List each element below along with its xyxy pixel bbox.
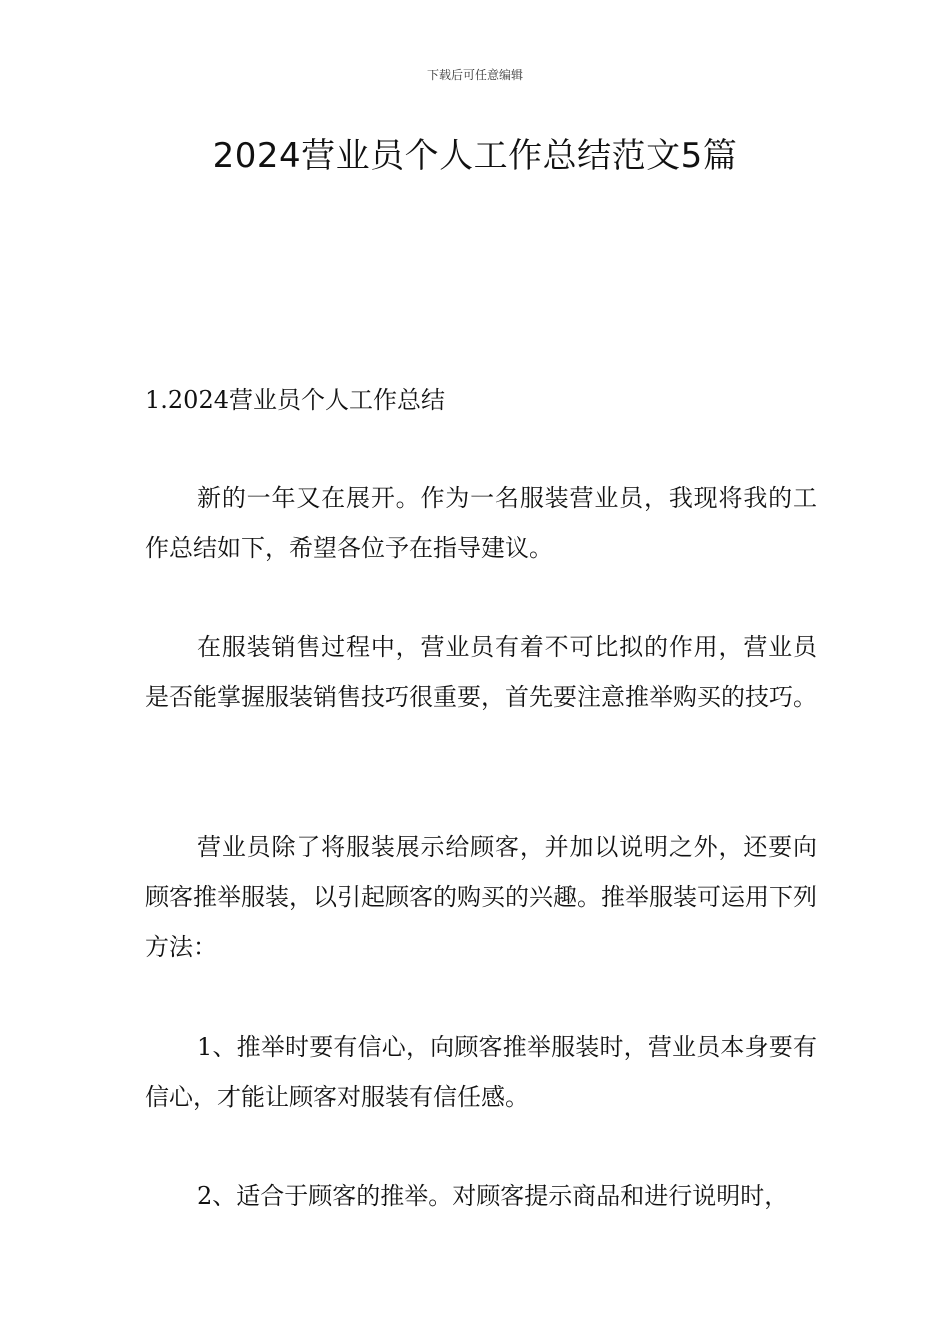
- header-note: 下载后可任意编辑: [426, 68, 523, 82]
- paragraph: 在服装销售过程中，营业员有着不可比拟的作用，营业员是否能掌握服装销售技巧很重要，首先要注意推举购买的技巧。: [145, 633, 817, 711]
- paragraph: 营业员除了将服装展示给顾客，并加以说明之外，还要向顾客推举服装，以引起顾客的购买的兴趣。推举服装可运用下列方法：: [145, 833, 817, 961]
- paragraph: 1、推举时要有信心，向顾客推举服装时，营业员本身要有信心，才能让顾客对服装有信任感。: [145, 1033, 817, 1111]
- section-heading: 1.2024营业员个人工作总结: [145, 386, 445, 414]
- paragraph: 新的一年又在展开。作为一名服装营业员，我现将我的工作总结如下，希望各位予在指导建议。: [145, 484, 817, 562]
- document-title: 2024营业员个人工作总结范文5篇: [212, 136, 738, 176]
- paragraph: 2、适合于顾客的推举。对顾客提示商品和进行说明时，: [197, 1182, 789, 1210]
